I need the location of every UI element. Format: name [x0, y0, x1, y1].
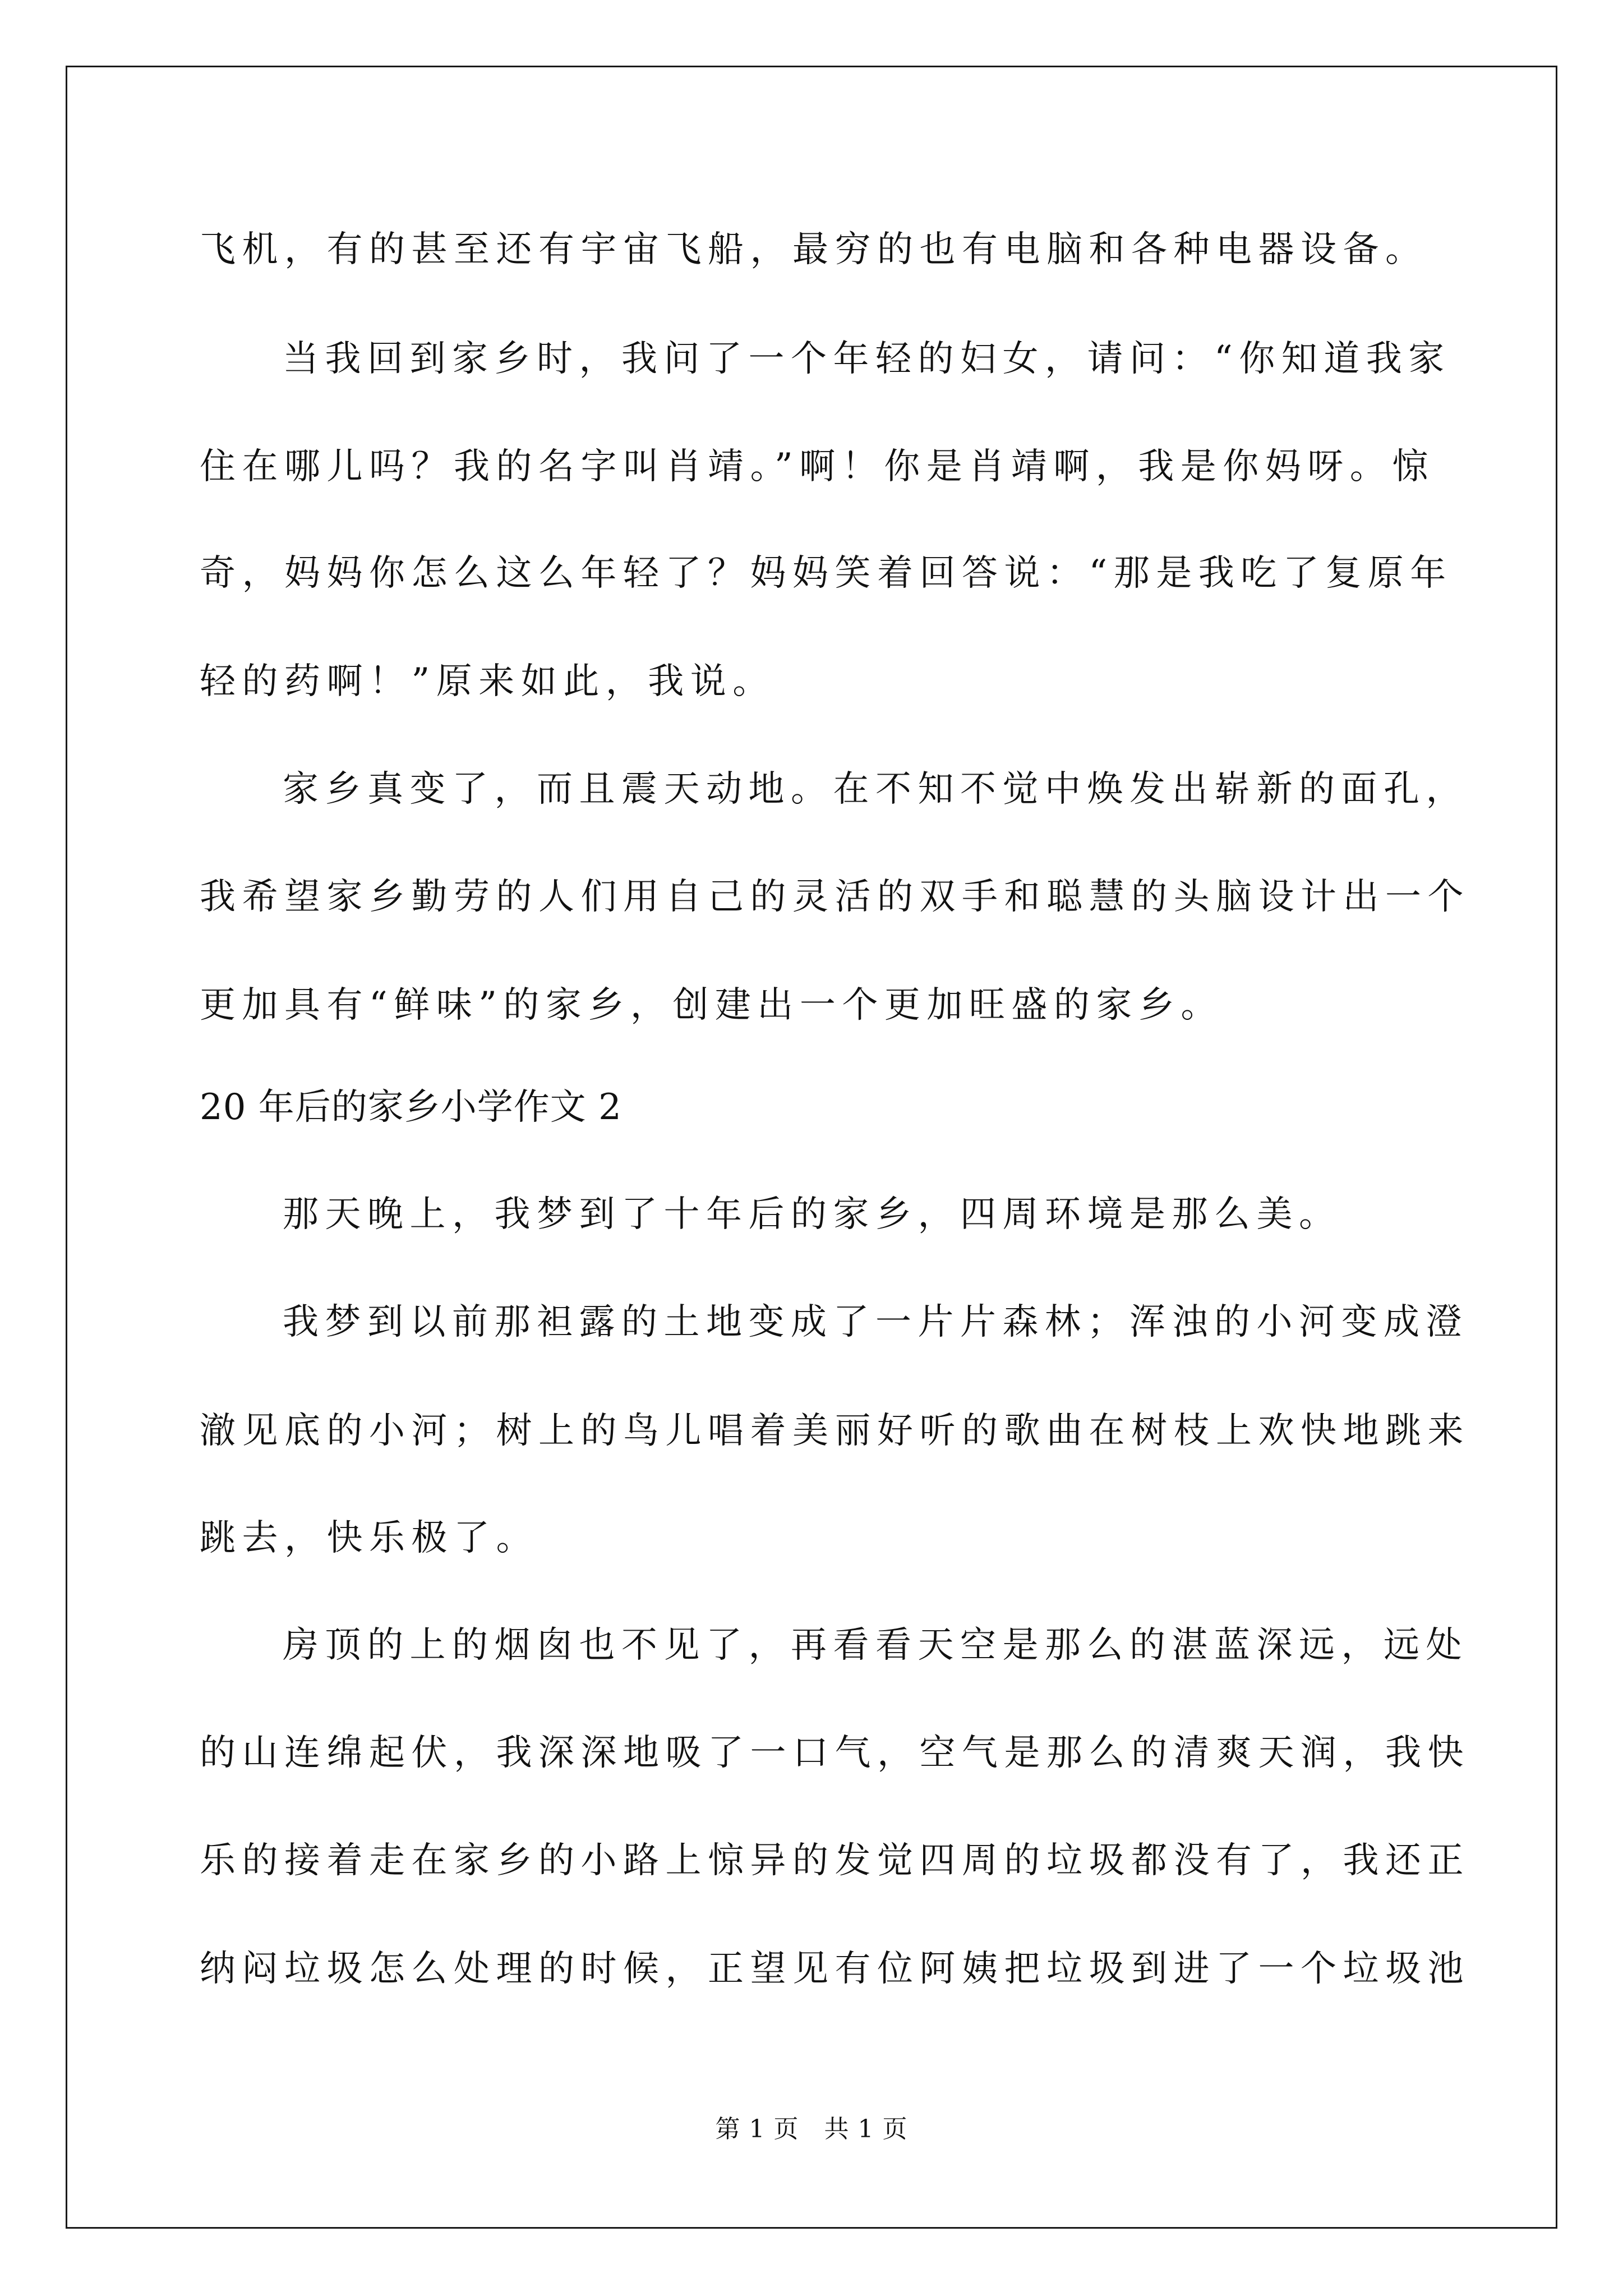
text-line: 的山连绵起伏，我深深地吸了一口气，空气是那么的清爽天润，我快	[200, 1732, 1470, 1774]
text-line: 当我回到家乡时，我问了一个年轻的妇女，请问：“你知道我家	[283, 338, 1451, 380]
text-line: 奇，妈妈你怎么这么年轻了？妈妈笑着回答说：“那是我吃了复原年	[200, 553, 1453, 594]
text-line: 轻的药啊！”原来如此，我说。	[200, 661, 775, 702]
text-line: 家乡真变了，而且震天动地。在不知不觉中焕发出崭新的面孔，	[283, 769, 1468, 810]
section-heading: 20 年后的家乡小学作文 2	[200, 1087, 622, 1128]
page-footer: 第 1 页 共 1 页	[715, 2115, 908, 2143]
text-line: 房顶的上的烟囱也不见了，再看看天空是那么的湛蓝深远，远处	[283, 1625, 1468, 1666]
text-line: 那天晚上，我梦到了十年后的家乡，四周环境是那么美。	[283, 1194, 1341, 1235]
text-line: 纳闷垃圾怎么处理的时候，正望见有位阿姨把垃圾到进了一个垃圾池	[200, 1948, 1470, 1990]
text-line: 飞机，有的甚至还有宇宙飞船，最穷的也有电脑和各种电器设备。	[200, 229, 1428, 270]
text-line: 我梦到以前那袒露的土地变成了一片片森林；浑浊的小河变成澄	[283, 1301, 1468, 1343]
text-line: 澈见底的小河；树上的鸟儿唱着美丽好听的歌曲在树枝上欢快地跳来	[200, 1410, 1470, 1452]
text-line: 更加具有“鲜味”的家乡，创建出一个更加旺盛的家乡。	[200, 984, 1223, 1026]
text-line: 乐的接着走在家乡的小路上惊异的发觉四周的垃圾都没有了，我还正	[200, 1840, 1470, 1881]
text-line: 跳去，快乐极了。	[200, 1517, 538, 1559]
page-border	[66, 66, 1557, 2229]
text-line: 住在哪儿吗？我的名字叫肖靖。”啊！你是肖靖啊，我是你妈呀。惊	[200, 446, 1435, 487]
text-line: 我希望家乡勤劳的人们用自己的灵活的双手和聪慧的头脑设计出一个	[200, 876, 1470, 918]
